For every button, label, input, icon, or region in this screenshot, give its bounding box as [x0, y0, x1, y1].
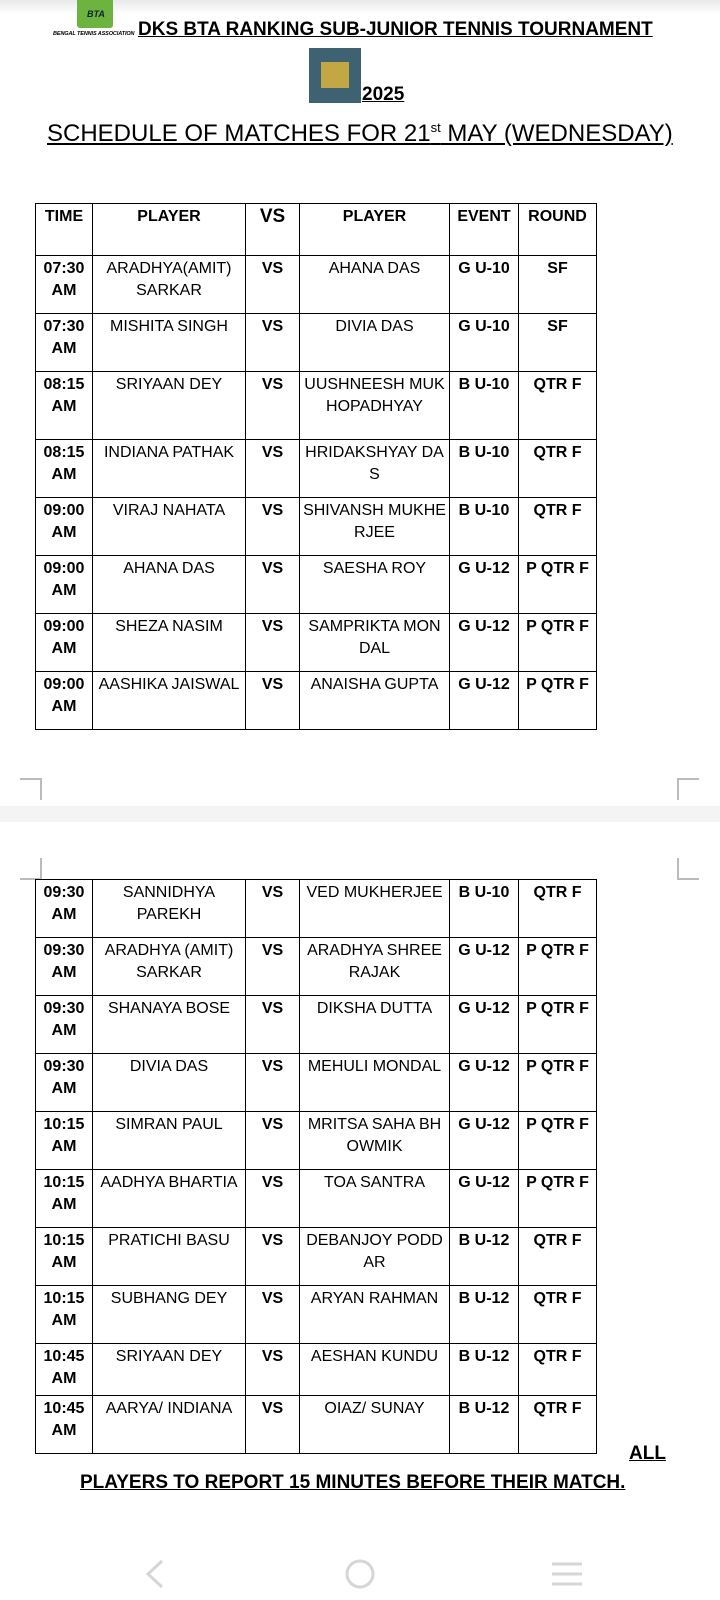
player1-cell: ARADHYA(AMIT) SARKAR [93, 256, 246, 314]
round-cell: P QTR F [519, 556, 597, 614]
event-cell: B U-12 [450, 1344, 519, 1396]
round-cell: QTR F [519, 372, 597, 440]
player1-cell: INDIANA PATHAK [93, 440, 246, 498]
table-row [36, 556, 597, 614]
header-player: PLAYER [93, 204, 246, 256]
event-cell: G U-12 [450, 556, 519, 614]
tournament-year: 2025 [362, 84, 405, 105]
round-cell: QTR F [519, 1396, 597, 1454]
event-cell: G U-12 [450, 672, 519, 730]
player1-cell: VIRAJ NAHATA [93, 498, 246, 556]
table-row [36, 614, 597, 672]
round-cell: P QTR F [519, 996, 597, 1054]
time-cell: 07:30 AM [36, 256, 93, 314]
header-round: ROUND [519, 204, 597, 256]
player2-cell: HRIDAKSHYAY DAS [300, 440, 450, 498]
vs-cell: VS [246, 498, 300, 556]
table-row [36, 498, 597, 556]
player1-cell: MISHITA SINGH [93, 314, 246, 372]
header-vs: VS [246, 204, 300, 256]
table-header-row [36, 204, 597, 256]
time-cell: 10:45 AM [36, 1396, 93, 1454]
player1-cell: AASHIKA JAISWAL [93, 672, 246, 730]
player2-cell: DIVIA DAS [300, 314, 450, 372]
vs-cell: VS [246, 938, 300, 996]
time-cell: 10:15 AM [36, 1228, 93, 1286]
vs-cell: VS [246, 672, 300, 730]
vs-cell: VS [246, 1170, 300, 1228]
player2-cell: AESHAN KUNDU [300, 1344, 450, 1396]
event-cell: G U-12 [450, 1170, 519, 1228]
header-time: TIME [36, 204, 93, 256]
round-cell: P QTR F [519, 938, 597, 996]
header-event: EVENT [450, 204, 519, 256]
event-cell: G U-12 [450, 614, 519, 672]
player1-cell: AADHYA BHARTIA [93, 1170, 246, 1228]
player2-cell: AHANA DAS [300, 256, 450, 314]
table-row [36, 1112, 597, 1170]
player1-cell: AARYA/ INDIANA [93, 1396, 246, 1454]
table-row [36, 1396, 597, 1454]
round-cell: P QTR F [519, 1170, 597, 1228]
tournament-title: DKS BTA RANKING SUB-JUNIOR TENNIS TOURNAMENT [138, 19, 653, 40]
table-row [36, 938, 597, 996]
page-gap [0, 806, 720, 822]
vs-cell: VS [246, 1396, 300, 1454]
time-cell: 09:30 AM [36, 1054, 93, 1112]
event-cell: G U-12 [450, 1112, 519, 1170]
event-cell: B U-10 [450, 880, 519, 938]
vs-cell: VS [246, 314, 300, 372]
vs-cell: VS [246, 1112, 300, 1170]
menu-icon[interactable] [550, 1557, 584, 1591]
vs-cell: VS [246, 996, 300, 1054]
event-cell: G U-12 [450, 938, 519, 996]
vs-cell: VS [246, 1228, 300, 1286]
player2-cell: SAMPRIKTA MONDAL [300, 614, 450, 672]
player2-cell: DEBANJOY PODDAR [300, 1228, 450, 1286]
player2-cell: ARYAN RAHMAN [300, 1286, 450, 1344]
footer-report-note: PLAYERS TO REPORT 15 MINUTES BEFORE THEIR MATCH. [80, 1472, 626, 1493]
round-cell: SF [519, 256, 597, 314]
logo-text: BTA [87, 9, 105, 19]
footer-all: ALL [629, 1443, 666, 1464]
vs-cell: VS [246, 1344, 300, 1396]
time-cell: 09:30 AM [36, 938, 93, 996]
time-cell: 09:00 AM [36, 556, 93, 614]
table-row [36, 1170, 597, 1228]
player1-cell: DIVIA DAS [93, 1054, 246, 1112]
time-cell: 08:15 AM [36, 372, 93, 440]
schedule-table-page2 [35, 879, 597, 1454]
table-row [36, 1228, 597, 1286]
vs-cell: VS [246, 372, 300, 440]
player2-cell: MRITSA SAHA BHOWMIK [300, 1112, 450, 1170]
event-cell: B U-12 [450, 1396, 519, 1454]
time-cell: 09:30 AM [36, 996, 93, 1054]
time-cell: 09:30 AM [36, 880, 93, 938]
event-cell: B U-10 [450, 440, 519, 498]
player2-cell: ANAISHA GUPTA [300, 672, 450, 730]
table-row [36, 314, 597, 372]
emblem-image [309, 48, 361, 103]
round-cell: QTR F [519, 498, 597, 556]
home-icon[interactable] [343, 1557, 377, 1591]
schedule-table-page1 [35, 203, 597, 730]
association-name: BENGAL TENNIS ASSOCIATION [53, 31, 135, 37]
player2-cell: OIAZ/ SUNAY [300, 1396, 450, 1454]
back-icon[interactable] [140, 1557, 170, 1591]
time-cell: 09:00 AM [36, 614, 93, 672]
round-cell: P QTR F [519, 672, 597, 730]
player2-cell: ARADHYA SHREE RAJAK [300, 938, 450, 996]
player1-cell: SRIYAAN DEY [93, 372, 246, 440]
event-cell: G U-12 [450, 996, 519, 1054]
corner-mark [20, 858, 42, 880]
player2-cell: TOA SANTRA [300, 1170, 450, 1228]
round-cell: QTR F [519, 440, 597, 498]
time-cell: 10:15 AM [36, 1112, 93, 1170]
table-row [36, 1054, 597, 1112]
round-cell: QTR F [519, 1344, 597, 1396]
bta-logo [77, 0, 113, 28]
event-cell: B U-12 [450, 1228, 519, 1286]
event-cell: G U-10 [450, 314, 519, 372]
round-cell: QTR F [519, 1228, 597, 1286]
table-row [36, 440, 597, 498]
vs-cell: VS [246, 440, 300, 498]
event-cell: G U-10 [450, 256, 519, 314]
round-cell: QTR F [519, 880, 597, 938]
event-cell: B U-10 [450, 372, 519, 440]
vs-cell: VS [246, 556, 300, 614]
corner-mark [20, 778, 42, 800]
time-cell: 07:30 AM [36, 314, 93, 372]
time-cell: 10:15 AM [36, 1286, 93, 1344]
vs-cell: VS [246, 1286, 300, 1344]
round-cell: P QTR F [519, 1054, 597, 1112]
event-cell: B U-12 [450, 1286, 519, 1344]
table-row [36, 880, 597, 938]
event-cell: G U-12 [450, 1054, 519, 1112]
event-cell: B U-10 [450, 498, 519, 556]
table-row [36, 996, 597, 1054]
player1-cell: ARADHYA (AMIT) SARKAR [93, 938, 246, 996]
player2-cell: DIKSHA DUTTA [300, 996, 450, 1054]
player1-cell: AHANA DAS [93, 556, 246, 614]
vs-cell: VS [246, 256, 300, 314]
table-row [36, 1286, 597, 1344]
player1-cell: SANNIDHYA PAREKH [93, 880, 246, 938]
table-row [36, 1344, 597, 1396]
table-row [36, 372, 597, 440]
player1-cell: SRIYAAN DEY [93, 1344, 246, 1396]
vs-cell: VS [246, 880, 300, 938]
vs-cell: VS [246, 1054, 300, 1112]
schedule-heading: SCHEDULE OF MATCHES FOR 21st MAY (WEDNESDAY) [47, 120, 673, 147]
time-cell: 10:15 AM [36, 1170, 93, 1228]
time-cell: 09:00 AM [36, 672, 93, 730]
corner-mark [677, 778, 699, 800]
time-cell: 10:45 AM [36, 1344, 93, 1396]
time-cell: 09:00 AM [36, 498, 93, 556]
round-cell: QTR F [519, 1286, 597, 1344]
player1-cell: PRATICHI BASU [93, 1228, 246, 1286]
player1-cell: SHEZA NASIM [93, 614, 246, 672]
player2-cell: VED MUKHERJEE [300, 880, 450, 938]
player1-cell: SHANAYA BOSE [93, 996, 246, 1054]
round-cell: P QTR F [519, 1112, 597, 1170]
table-row [36, 256, 597, 314]
corner-mark [677, 858, 699, 880]
header-player2: PLAYER [300, 204, 450, 256]
table-row [36, 672, 597, 730]
round-cell: P QTR F [519, 614, 597, 672]
player1-cell: SIMRAN PAUL [93, 1112, 246, 1170]
player2-cell: MEHULI MONDAL [300, 1054, 450, 1112]
player2-cell: SHIVANSH MUKHERJEE [300, 498, 450, 556]
player2-cell: SAESHA ROY [300, 556, 450, 614]
vs-cell: VS [246, 614, 300, 672]
round-cell: SF [519, 314, 597, 372]
player1-cell: SUBHANG DEY [93, 1286, 246, 1344]
player2-cell: UUSHNEESH MUKHOPADHYAY [300, 372, 450, 440]
time-cell: 08:15 AM [36, 440, 93, 498]
